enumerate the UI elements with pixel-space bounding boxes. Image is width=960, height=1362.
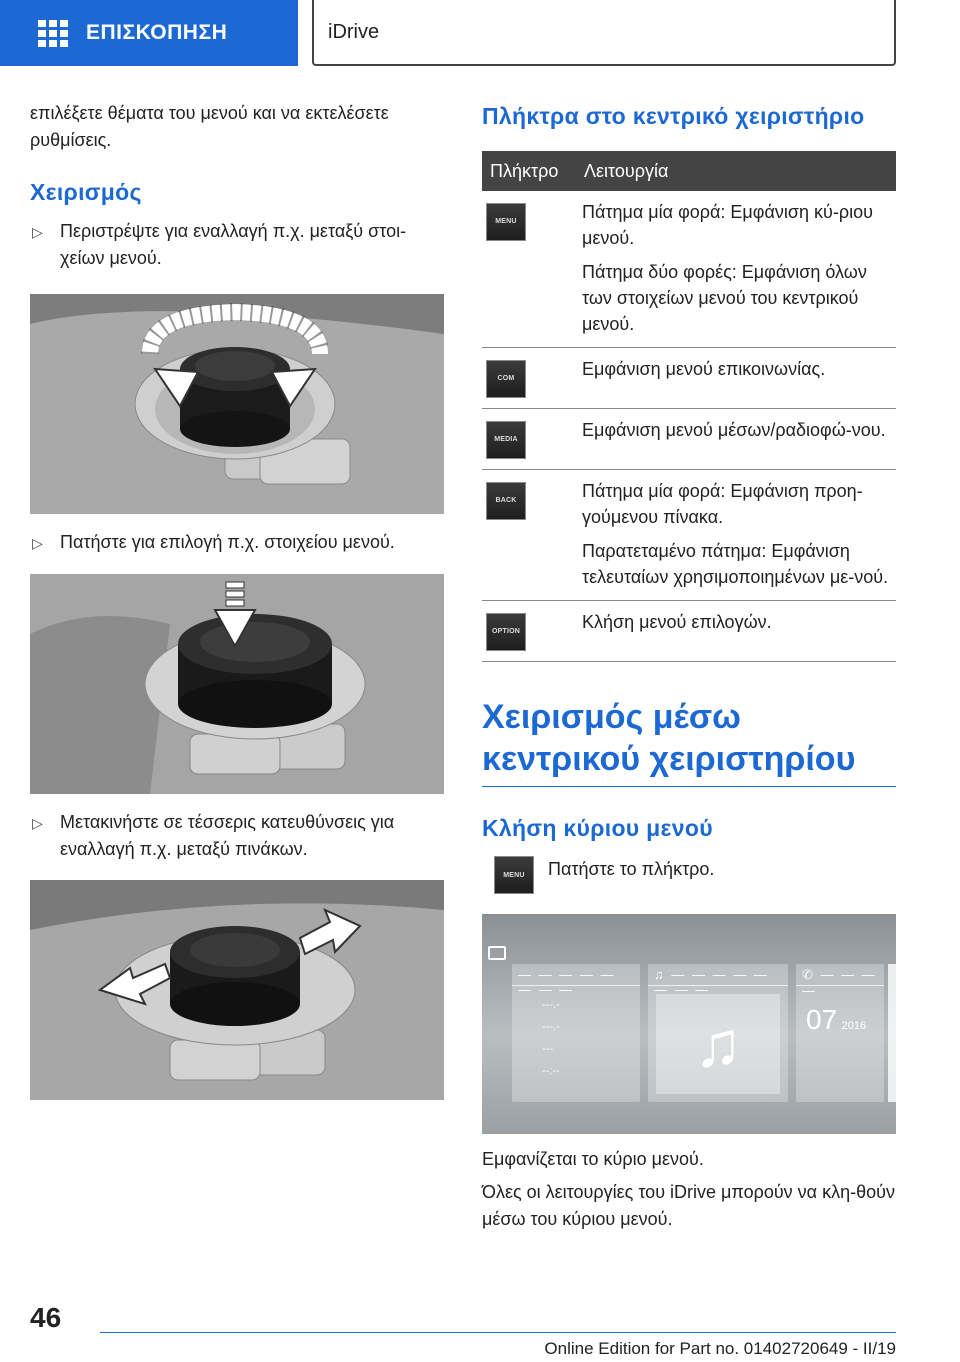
row-text: Πάτημα μία φορά: Εμφάνιση προη-γούμενου πίνακα. <box>582 481 863 527</box>
row-text: Πάτημα δύο φορές: Εμφάνιση όλων των στοιχείων μενού του κεντρικού μενού. <box>582 262 867 334</box>
table-row <box>482 601 896 662</box>
page-number: 46 <box>30 1302 62 1333</box>
triangle-icon: ▷ <box>32 535 43 551</box>
row-text: Εμφάνιση μενού επικοινωνίας. <box>582 359 826 379</box>
next-tile-edge <box>888 964 896 1102</box>
triangle-icon: ▷ <box>32 224 43 240</box>
breadcrumb[interactable] <box>312 0 896 66</box>
col-function-header: Λειτουργία <box>576 151 896 191</box>
operation-heading: Χειρισμός <box>30 179 142 205</box>
car-icon <box>488 946 506 960</box>
back-key-icon: BACK <box>486 482 526 520</box>
section-tab[interactable] <box>0 0 298 66</box>
row-text: Κλήση μενού επιλογών. <box>582 612 772 632</box>
sub-heading: Κλήση κύριου μενού <box>482 815 713 841</box>
bullet-text: Μετακινήστε σε τέσσερις κατευθύνσεις για εναλλαγή π.χ. μεταξύ πινάκων. <box>60 812 395 859</box>
tile-communication: ✆ — — — — 07 2016 <box>796 964 884 1102</box>
mini-value: --:-- <box>542 1065 560 1077</box>
controller-tilt-image <box>30 880 444 1100</box>
mini-value: ---.- <box>542 999 560 1011</box>
media-key-icon: MEDIA <box>486 421 526 459</box>
footer-edition <box>100 1332 896 1359</box>
right-column <box>482 100 896 1233</box>
tile-media: ♫ — — — — — — — — ♫ <box>648 964 788 1102</box>
bullet-text: Πατήστε για επιλογή π.χ. στοιχείου μενού. <box>60 532 395 552</box>
caption-functions: Όλες οι λειτουργίες του iDrive μπορούν να κλη-θούν μέσω του κύριου μενού. <box>482 1182 895 1229</box>
table-row <box>482 191 896 348</box>
tile-vehicle-info: — — — — — — — — ---.- ---.- --- --:-- <box>512 964 640 1102</box>
section-tab-label: ΕΠΙΣΚΟΠΗΣΗ <box>86 21 228 44</box>
music-note-icon: ♫ <box>656 994 780 1094</box>
keys-heading: Πλήκτρα στο κεντρικό χειριστήριο <box>482 103 865 129</box>
bullet-rotate <box>30 218 444 272</box>
row-text: Πάτημα μία φορά: Εμφάνιση κύ-ριου μενού. <box>582 202 873 248</box>
controller-rotate-image <box>30 294 444 514</box>
mini-value: ---.- <box>542 1021 560 1033</box>
main-heading: Χειρισμός μέσω κεντρικού χειριστηρίου <box>482 696 896 787</box>
bullet-tilt <box>30 809 444 863</box>
date-year: 2016 <box>841 1020 867 1032</box>
table-row <box>482 348 896 409</box>
table-header-row <box>482 151 896 191</box>
main-menu-screen-image <box>482 914 896 1134</box>
intro-text: επιλέξετε θέματα του μενού και να εκτελέσετε ρυθμίσεις. <box>30 103 389 150</box>
triangle-icon: ▷ <box>32 815 43 831</box>
press-key-text: Πατήστε το πλήκτρο. <box>548 859 715 879</box>
row-text: Παρατεταμένο πάτημα: Εμφάνιση τελευταίων χρησιμοποιημένων με-νού. <box>582 541 889 587</box>
mini-value: --- <box>542 1043 553 1055</box>
bullet-press <box>30 529 444 557</box>
grid-icon <box>38 20 68 46</box>
row-text: Εμφάνιση μενού μέσων/ραδιοφώ-νου. <box>582 420 886 440</box>
table-row <box>482 470 896 601</box>
menu-key-icon: MENU <box>486 203 526 241</box>
footer-edition-text: Online Edition for Part no. 01402720649 - II/19 <box>544 1339 896 1358</box>
keys-table <box>482 151 896 662</box>
menu-key-icon: MENU <box>494 856 534 894</box>
press-key-row <box>482 856 896 894</box>
left-column <box>30 100 444 1100</box>
option-key-icon: OPTION <box>486 613 526 651</box>
table-row <box>482 409 896 470</box>
breadcrumb-label: iDrive <box>328 20 380 43</box>
controller-press-image <box>30 574 444 794</box>
caption-main-menu: Εμφανίζεται το κύριο μενού. <box>482 1149 704 1169</box>
date-day: 07 <box>806 1004 838 1035</box>
bullet-text: Περιστρέψτε για εναλλαγή π.χ. μεταξύ στοι-χείων μενού. <box>60 221 407 268</box>
com-key-icon: COM <box>486 360 526 398</box>
col-key-header: Πλήκτρο <box>482 151 576 191</box>
